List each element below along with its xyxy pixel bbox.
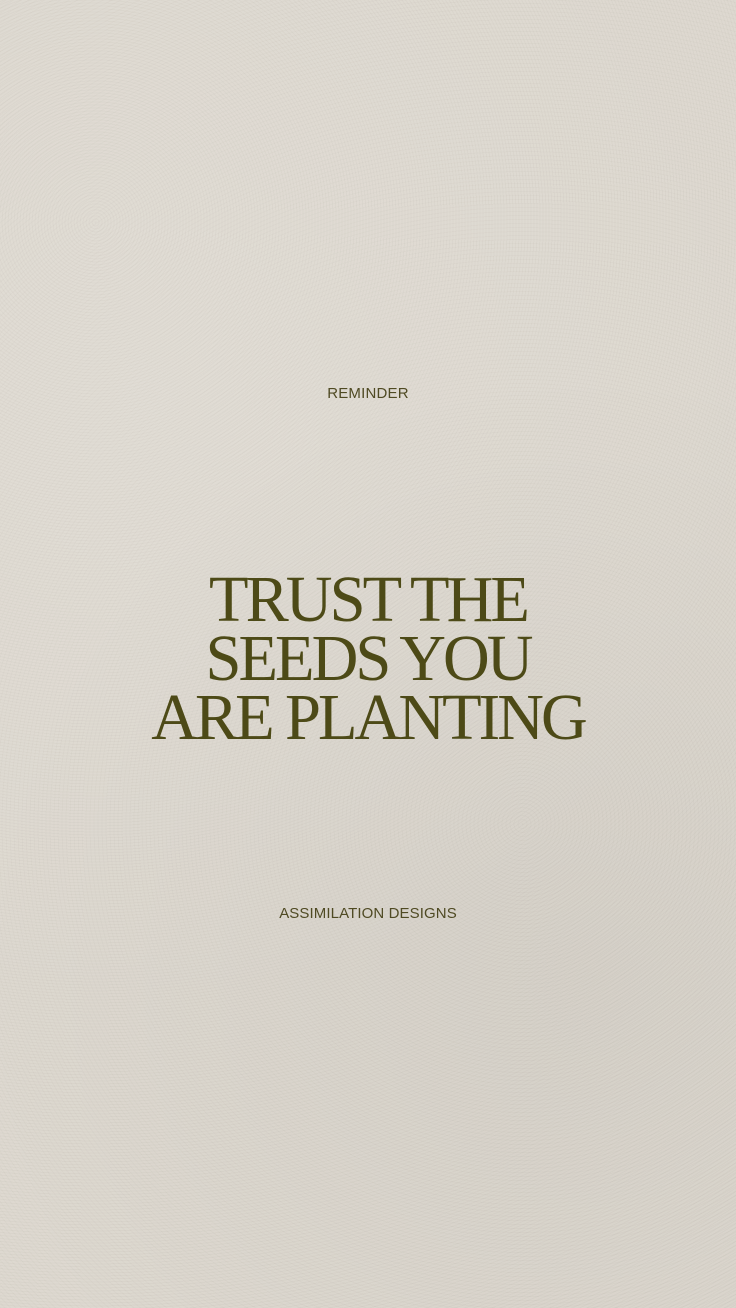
quote-line-2: SEEDS YOU	[205, 622, 531, 695]
eyebrow-label: REMINDER	[327, 385, 409, 402]
quote-headline	[7, 563, 728, 754]
quote-line-1: TRUST THE	[209, 563, 527, 636]
quote-line-3: ARE PLANTING	[151, 681, 585, 754]
credit-label: ASSIMILATION DESIGNS	[279, 905, 457, 922]
